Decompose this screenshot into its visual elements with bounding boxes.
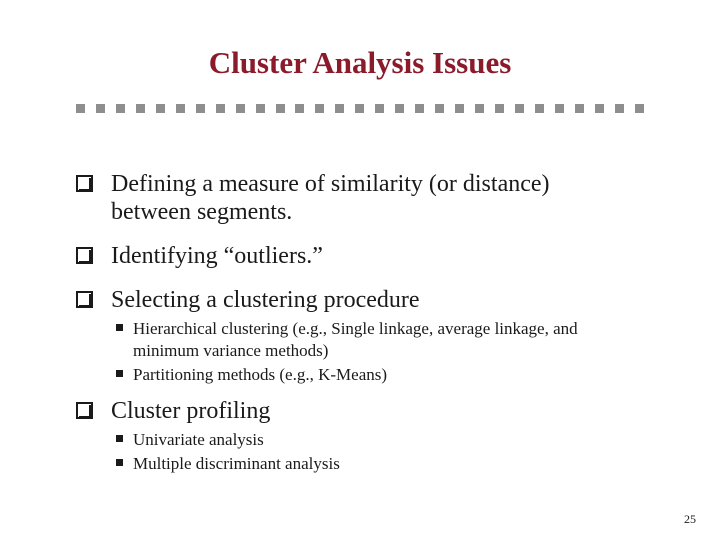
divider-square — [355, 104, 364, 113]
sub-bullet-partitioning — [116, 364, 653, 386]
bullet-text-line: Defining a measure of similarity (or distance) — [111, 171, 550, 197]
divider-square — [176, 104, 185, 113]
bullet-text: Cluster profiling — [111, 398, 271, 424]
divider-square — [535, 104, 544, 113]
bullet-text — [111, 170, 651, 226]
divider-square — [435, 104, 444, 113]
divider-square — [575, 104, 584, 113]
checkbox-bullet-icon — [76, 402, 93, 419]
divider-square — [136, 104, 145, 113]
sub-bullet-discriminant — [116, 453, 653, 475]
divider-square — [295, 104, 304, 113]
sub-bullet-text — [133, 318, 653, 362]
divider-square — [495, 104, 504, 113]
checkbox-bullet-icon — [76, 291, 93, 308]
divider-square — [415, 104, 424, 113]
divider-square — [256, 104, 265, 113]
bullet-text: Selecting a clustering procedure — [111, 287, 420, 313]
bullet-text-line: between segments. — [111, 199, 293, 225]
divider-square — [375, 104, 384, 113]
bullet-clustering-procedure — [76, 286, 651, 314]
divider-square — [555, 104, 564, 113]
divider-square — [96, 104, 105, 113]
divider-square — [515, 104, 524, 113]
divider-square — [196, 104, 205, 113]
divider-square — [635, 104, 644, 113]
sub-bullet-text-line: Hierarchical clustering (e.g., Single linkage, average linkage, and — [133, 319, 578, 338]
square-bullet-icon — [116, 459, 123, 466]
checkbox-bullet-icon — [76, 175, 93, 192]
bullet-outliers — [76, 242, 651, 270]
bullet-similarity-measure — [76, 170, 651, 226]
sub-bullet-text-line: minimum variance methods) — [133, 341, 329, 360]
square-bullet-icon — [116, 370, 123, 377]
divider-square — [615, 104, 624, 113]
sub-bullet-text: Univariate analysis — [133, 430, 264, 449]
divider-square — [315, 104, 324, 113]
sub-bullet-text: Multiple discriminant analysis — [133, 454, 340, 473]
divider-square — [276, 104, 285, 113]
sub-bullet-text: Partitioning methods (e.g., K-Means) — [133, 365, 388, 384]
sub-bullet-univariate — [116, 429, 653, 451]
divider-square — [335, 104, 344, 113]
title-divider — [76, 104, 644, 113]
divider-square — [595, 104, 604, 113]
page-number: 25 — [684, 512, 696, 526]
divider-square — [236, 104, 245, 113]
square-bullet-icon — [116, 324, 123, 331]
square-bullet-icon — [116, 435, 123, 442]
divider-square — [116, 104, 125, 113]
divider-square — [216, 104, 225, 113]
divider-square — [395, 104, 404, 113]
checkbox-bullet-icon — [76, 247, 93, 264]
divider-square — [455, 104, 464, 113]
bullet-text: Identifying “outliers.” — [111, 243, 323, 269]
sub-bullet-hierarchical — [116, 318, 653, 362]
bullet-cluster-profiling — [76, 397, 651, 425]
divider-square — [156, 104, 165, 113]
divider-square — [475, 104, 484, 113]
divider-square — [76, 104, 85, 113]
slide-title: Cluster Analysis Issues — [208, 45, 512, 80]
